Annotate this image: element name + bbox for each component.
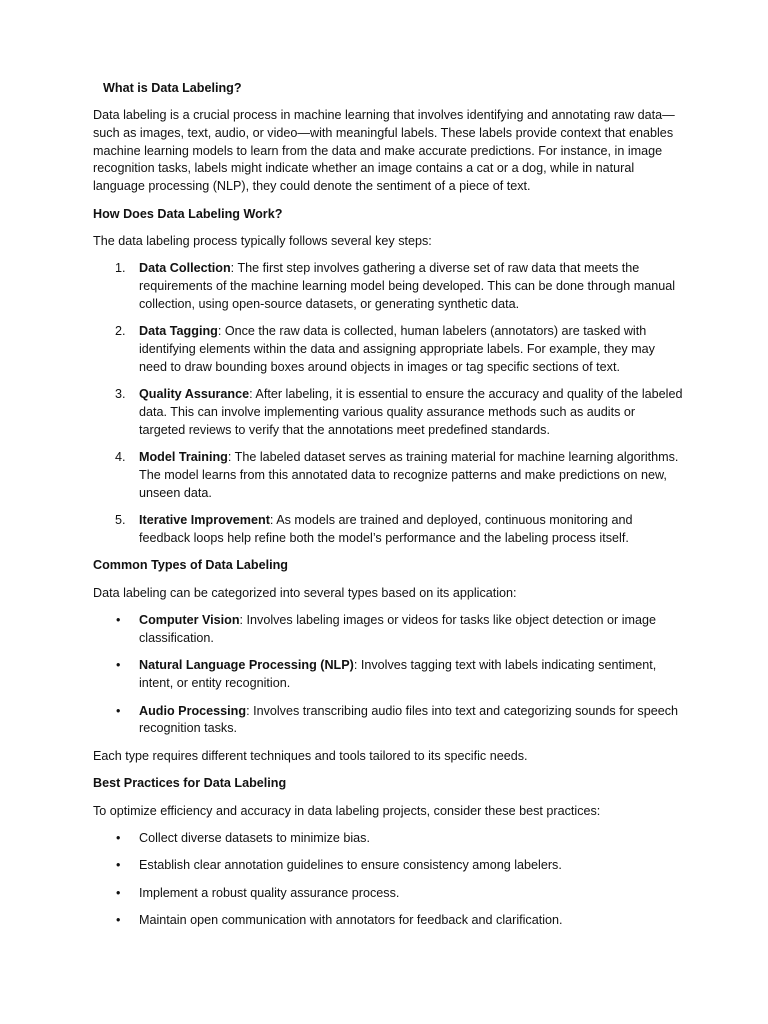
step-term: Data Collection (139, 261, 231, 276)
type-term: Audio Processing (139, 703, 247, 718)
heading-best-practices: Best Practices for Data Labeling (93, 776, 287, 791)
step-number: 5. (115, 513, 126, 528)
document-title: What is Data Labeling? (103, 81, 242, 95)
step-item (93, 449, 683, 502)
step-number: 3. (115, 387, 126, 402)
practice-text: Maintain open communication with annotators for feedback and clarification. (139, 913, 563, 928)
bullet-icon: • (116, 703, 121, 718)
type-text: : Involves labeling images or videos for tasks like object detection or image classification. (139, 613, 657, 646)
step-term: Quality Assurance (139, 387, 250, 402)
practice-item (93, 912, 683, 930)
bullet-icon: • (116, 658, 121, 673)
step-item (93, 323, 683, 376)
step-text: : After labeling, it is essential to ensure the accuracy and quality of the labeled data. This can involve implementing various quality assurance methods such as audits or targeted reviews to verify that the annotations meet predefined standards. (139, 387, 683, 437)
step-number: 1. (115, 261, 126, 276)
practice-item (93, 885, 683, 903)
steps-list (93, 260, 683, 548)
types-lead-paragraph: Data labeling can be categorized into several types based on its application: (93, 585, 517, 600)
bullet-icon: • (116, 613, 121, 628)
type-item (93, 612, 683, 648)
step-text: : The labeled dataset serves as training material for machine learning algorithms. The model learns from this annotated data to recognize patterns and make predictions on new, unseen data. (139, 450, 679, 500)
step-term: Iterative Improvement (139, 513, 270, 528)
type-term: Natural Language Processing (NLP) (139, 658, 354, 673)
step-term: Model Training (139, 450, 228, 465)
practice-text: Establish clear annotation guidelines to ensure consistency among labelers. (139, 858, 562, 873)
types-closing-paragraph: Each type requires different techniques and tools tailored to its specific needs. (93, 748, 528, 763)
bullet-icon: • (116, 913, 121, 928)
step-number: 2. (115, 324, 126, 339)
step-text: : As models are trained and deployed, continuous monitoring and feedback loops help refine both the model’s performance and the labeling process itself. (139, 513, 633, 546)
step-term: Data Tagging (139, 324, 218, 339)
step-text: : Once the raw data is collected, human labelers (annotators) are tasked with identifying elements within the data and assigning appropriate labels. For example, they may need to draw bounding boxes around objects in images or tag specific sections of text. (139, 324, 655, 374)
best-practices-list (93, 830, 683, 930)
heading-types: Common Types of Data Labeling (93, 558, 288, 573)
bullet-icon: • (116, 831, 121, 845)
bullet-icon: • (116, 858, 121, 873)
bullet-icon: • (116, 885, 121, 900)
type-item (93, 657, 683, 693)
step-item (93, 512, 683, 548)
type-text: : Involves tagging text with labels indicating sentiment, intent, or entity recognition. (139, 658, 657, 691)
practice-item (93, 830, 683, 848)
practice-item (93, 857, 683, 875)
how-lead-paragraph: The data labeling process typically follows several key steps: (93, 233, 432, 248)
type-text: : Involves transcribing audio files into text and categorizing sounds for speech recognition tasks. (139, 703, 679, 736)
intro-paragraph: Data labeling is a crucial process in machine learning that involves identifying and annotating raw data—such as images, text, audio, or video—with meaningful labels. These labels provide context that enables machine learning models to learn from the data and make accurate predictions. For instance, in image recognition tasks, labels might indicate whether an image contains a cat or a dog, while in natural language processing (NLP), they could denote the sentiment of a piece of text. (93, 108, 675, 194)
type-term: Computer Vision (139, 613, 240, 628)
step-item (93, 260, 683, 313)
step-number: 4. (115, 450, 126, 465)
type-item (93, 703, 683, 739)
practice-text: Collect diverse datasets to minimize bias. (139, 831, 370, 845)
best-lead-paragraph: To optimize efficiency and accuracy in data labeling projects, consider these best practices: (93, 803, 601, 818)
step-item (93, 386, 683, 439)
practice-text: Implement a robust quality assurance process. (139, 885, 400, 900)
document-page (93, 80, 683, 940)
heading-how-it-works: How Does Data Labeling Work? (93, 206, 283, 221)
types-list (93, 612, 683, 738)
step-text: : The first step involves gathering a diverse set of raw data that meets the requirements of the machine learning model being developed. This can be done through manual collection, using open-source datasets, or generating synthetic data. (139, 261, 676, 311)
